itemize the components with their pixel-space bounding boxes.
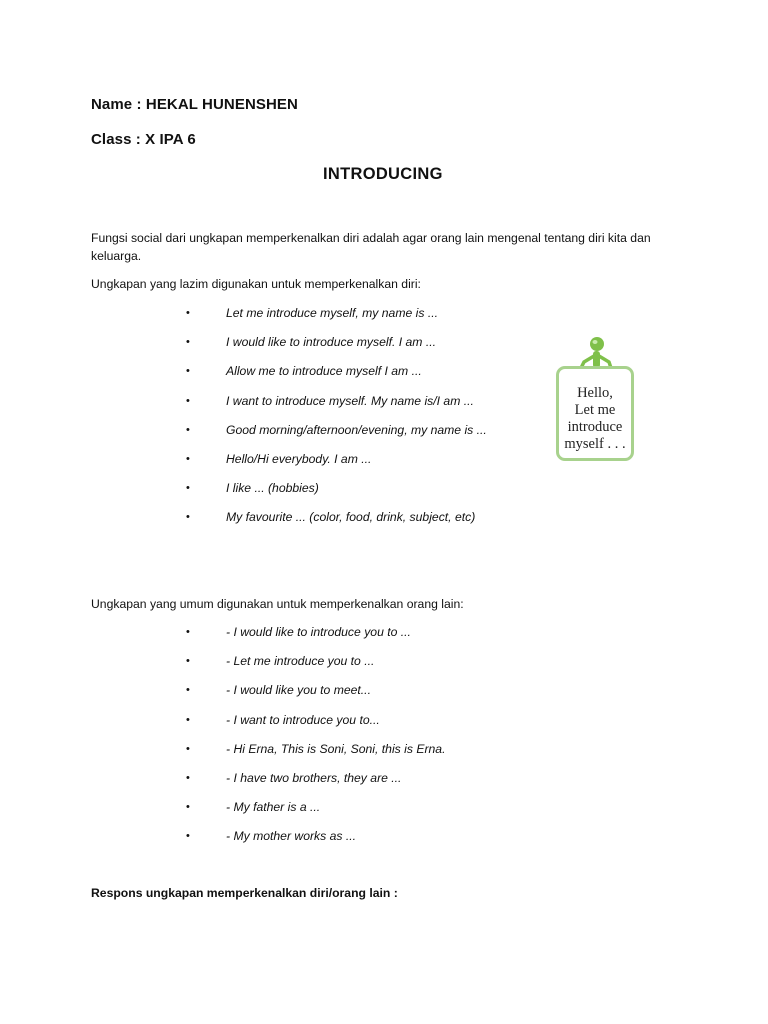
list-item: Allow me to introduce myself I am ... [226,364,422,379]
bullet-icon: • [186,742,190,755]
intro-paragraph: Fungsi social dari ungkapan memperkenalkan diri adalah agar orang lain mengenal tentang diri kita dan keluarga. [91,231,651,263]
list-item: - My father is a ... [226,800,321,815]
list-item: Good morning/afternoon/evening, my name is ... [226,422,487,437]
bullet-icon: • [186,453,190,465]
list-item: - Hi Erna, This is Soni, Soni, this is Erna. [226,741,446,756]
list-item: My favourite ... (color, food, drink, subject, etc) [226,510,476,525]
bullet-icon: • [186,482,190,495]
section-response-heading: Respons ungkapan memperkenalkan diri/orang lain : [91,886,398,900]
page-title: INTRODUCING [323,165,443,183]
list-item: - Let me introduce you to ... [226,654,375,669]
bullet-icon: • [186,772,190,784]
list-item: I would like to introduce myself. I am ... [226,335,436,350]
bullet-icon: • [186,511,190,524]
bullet-icon: • [186,655,190,668]
list-item: Hello/Hi everybody. I am ... [226,452,372,466]
bullet-icon: • [186,626,190,638]
bullet-icon: • [186,713,190,726]
bullet-icon: • [186,801,190,814]
hello-sign-card [556,366,634,461]
list-item: I like ... (hobbies) [226,481,319,496]
bullet-icon: • [186,830,190,843]
list-item: - I would like to introduce you to ... [226,625,411,639]
list-item: I want to introduce myself. My name is/I am ... [226,393,474,408]
hello-sign-text: Hello, Let me introduce myself . . . [564,385,626,452]
name-line: Name : HEKAL HUNENSHEN [91,96,298,113]
list-item: - I have two brothers, they are ... [226,771,402,785]
bullet-icon: • [186,365,190,378]
list-item: - My mother works as ... [226,829,357,844]
section-self-heading: Ungkapan yang lazim digunakan untuk memperkenalkan diri: [91,277,421,291]
list-item: - I want to introduce you to... [226,712,380,727]
class-line: Class : X IPA 6 [91,131,196,148]
list-item: Let me introduce myself, my name is ... [226,306,439,320]
section-others-heading: Ungkapan yang umum digunakan untuk memperkenalkan orang lain: [91,597,464,611]
bullet-icon: • [186,336,190,349]
hello-sign-illustration [553,333,637,463]
bullet-icon: • [186,394,190,407]
bullet-icon: • [186,423,190,436]
bullet-icon: • [186,307,190,319]
bullet-icon: • [186,684,190,697]
list-item: - I would like you to meet... [226,683,371,698]
